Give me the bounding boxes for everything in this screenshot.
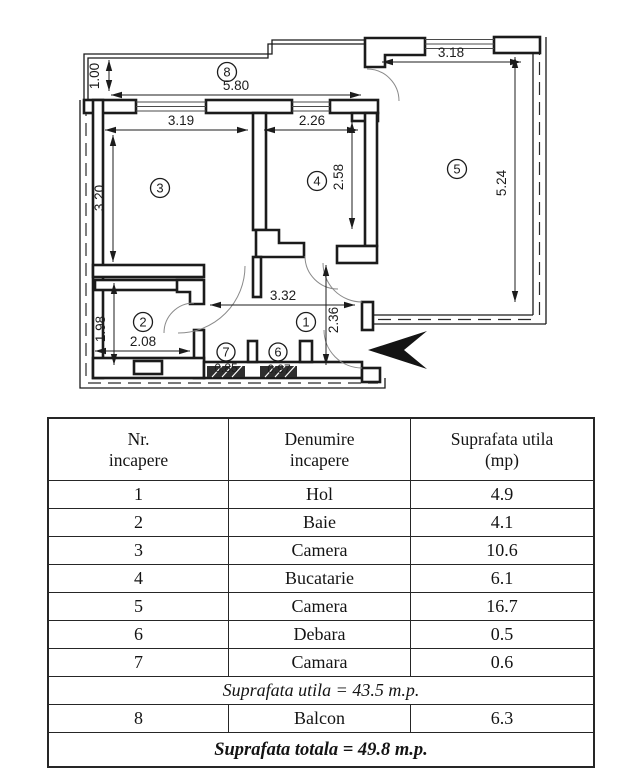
header-nr-incapere [49, 419, 228, 480]
room-label-6 [269, 343, 287, 361]
room-label-8 [218, 63, 237, 82]
header-line: (mp) [484, 449, 520, 470]
cell-name: Bucatarie [228, 565, 410, 592]
dim-hall-width: 3.32 [269, 288, 297, 303]
cell-nr: 2 [134, 512, 143, 532]
cell-name: Debara [228, 621, 410, 648]
room-2-number: 2 [139, 314, 147, 330]
total-row [49, 732, 593, 768]
cell-area: 0.6 [410, 649, 593, 676]
dim-room5-width: 3.18 [437, 45, 465, 60]
dim-room2-height: 1.98 [93, 315, 108, 343]
cell-name: Camara [228, 649, 410, 676]
dim-balcony-depth: 1.00 [87, 62, 102, 90]
area-table [47, 417, 595, 768]
room-label-5 [448, 160, 467, 179]
cell-area: 6.3 [410, 705, 593, 732]
header-line: Nr. [127, 428, 150, 449]
entrance-arrow-icon [368, 331, 427, 369]
dim-room3-height: 3.20 [92, 184, 107, 212]
cell-nr: 3 [134, 540, 143, 560]
cell-nr: 4 [134, 568, 143, 588]
cell-name: Baie [228, 509, 410, 536]
walls [84, 37, 540, 382]
table-header-row [49, 419, 593, 480]
table-row [49, 508, 593, 536]
subtotal-text: Suprafata utila = 43.5 m.p. [222, 680, 420, 700]
room-label-2 [134, 313, 153, 332]
cell-nr: 5 [134, 596, 143, 616]
cell-name: Camera [228, 593, 410, 620]
cell-area: 0.5 [410, 621, 593, 648]
dim-room4-width: 2.26 [298, 113, 326, 128]
table-row [49, 620, 593, 648]
cell-name: Hol [228, 481, 410, 508]
dim-room4-height: 2.58 [331, 163, 346, 191]
subtotal-row [49, 676, 593, 704]
room-1-number: 1 [302, 314, 310, 330]
room-7-number: 7 [222, 344, 230, 360]
dim-room6-width: 0.97 [267, 362, 291, 376]
cell-area: 4.9 [410, 481, 593, 508]
table-row [49, 536, 593, 564]
room-label-1 [297, 313, 316, 332]
cell-nr: 8 [134, 708, 143, 728]
header-line: incapere [108, 449, 169, 470]
cell-name: Balcon [228, 705, 410, 732]
cell-area: 6.1 [410, 565, 593, 592]
dim-room5-height: 5.24 [494, 169, 509, 197]
cell-area: 4.1 [410, 509, 593, 536]
total-text: Suprafata totala = 49.8 m.p. [214, 740, 428, 760]
room-5-number: 5 [453, 161, 461, 177]
room-3-number: 3 [156, 180, 164, 196]
dim-room2-width: 2.08 [129, 334, 157, 349]
header-line: Suprafata utila [450, 428, 554, 449]
room-label-3 [151, 179, 170, 198]
table-row [49, 592, 593, 620]
dim-hall-height: 2.36 [326, 306, 341, 334]
room-6-number: 6 [274, 344, 282, 360]
table-row [49, 564, 593, 592]
dim-balcony-width: 5.80 [222, 78, 250, 93]
header-line: incapere [289, 449, 350, 470]
table-row [49, 480, 593, 508]
cell-name: Camera [228, 537, 410, 564]
cell-area: 16.7 [410, 593, 593, 620]
room-8-number: 8 [223, 64, 231, 80]
dim-room3-width: 3.19 [167, 113, 195, 128]
header-denumire-incapere [228, 419, 410, 480]
cell-nr: 6 [134, 624, 143, 644]
header-suprafata-utila [410, 419, 593, 480]
dim-room7-width: 0.85 [214, 361, 238, 375]
room-4-number: 4 [313, 173, 321, 189]
cell-nr: 7 [134, 652, 143, 672]
cell-area: 10.6 [410, 537, 593, 564]
cell-nr: 1 [134, 484, 143, 504]
room-number-labels [134, 63, 467, 362]
header-line: Denumire [284, 428, 355, 449]
room-label-7 [217, 343, 235, 361]
table-row-balcon [49, 704, 593, 732]
table-row [49, 648, 593, 676]
room-label-4 [308, 172, 327, 191]
